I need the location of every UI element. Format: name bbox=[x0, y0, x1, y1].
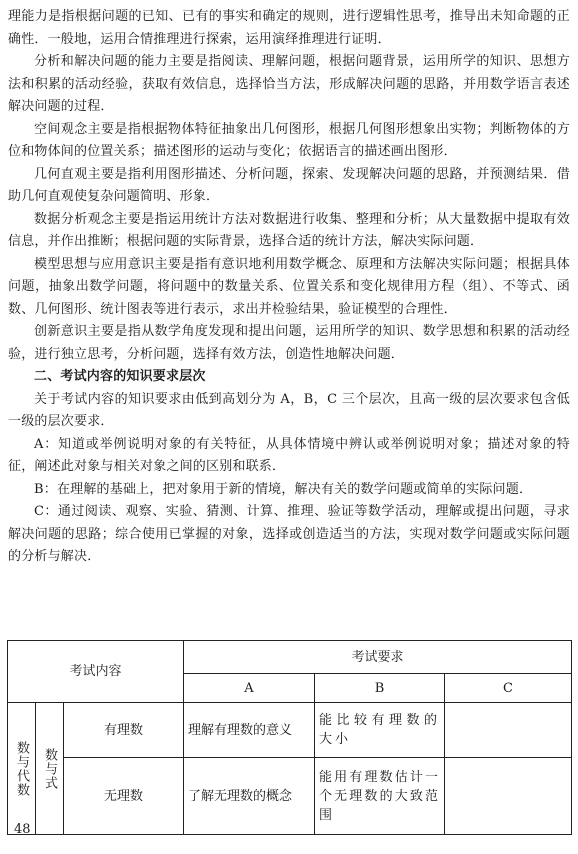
topic-cell: 无理数 bbox=[64, 758, 184, 835]
paragraph-innovation: 创新意识主要是指从数学角度发现和提出问题，运用所学的知识、数学思想和积累的活动经验，进行独立思考，分析问题，选择有效方法，创造性地解决问题． bbox=[8, 324, 570, 362]
paragraph-spatial-concept: 空间观念主要是指根据物体特征抽象出几何图形，根据几何图形想象出实物；判断物体的方位和物体间的位置关系；描述图形的运动与变化；依据语言的描述画出图形． bbox=[8, 121, 570, 159]
paragraph-data-analysis: 数据分析观念主要是指运用统计方法对数据进行收集、整理和分析；从大量数据中提取有效信息，并作出推断；根据问题的实际背景，选择合适的统计方法，解决实际问题． bbox=[8, 211, 570, 249]
paragraph-geometric-intuition: 几何直观主要是指利用图形描述、分析问题，探索、发现解决问题的思路，并预测结果．借助几何直观使复杂问题简明、形象． bbox=[8, 166, 570, 204]
table-header-row bbox=[8, 641, 572, 674]
section-heading: 二、考试内容的知识要求层次 bbox=[34, 369, 206, 384]
paragraph-level-b: B：在理解的基础上，把对象用于新的情境，解决有关的数学问题或简单的实际问题． bbox=[34, 481, 533, 497]
level-b-cell: 能比较有理数的大小 bbox=[315, 703, 445, 758]
paragraph-problem-solving: 分析和解决问题的能力主要是指阅读、理解问题，根据问题背景，运用所学的知识、思想方法和积累的活动经验，获取有效信息，选择恰当方法，形成解决问题的思路，并用数学语言表述解决问题的过程． bbox=[8, 54, 570, 114]
domain-cell bbox=[8, 703, 36, 835]
header-level-b: B bbox=[315, 674, 445, 703]
paragraph-reasoning: 理能力是指根据问题的已知、已有的事实和确定的规则，进行逻辑性思考，推导出未知命题的正确性．一般地，运用合情推理进行探索，运用演绎推理进行证明． bbox=[8, 9, 570, 47]
topic-cell: 有理数 bbox=[64, 703, 184, 758]
paragraph-level-c: C：通过阅读、观察、实验、猜测、计算、推理、验证等数学活动，理解或提出问题，寻求解决问题的思路；综合使用已掌握的对象，选择或创造适当的方法，实现对数学问题或实际问题的分析与解决． bbox=[8, 504, 570, 564]
header-level-c: C bbox=[445, 674, 572, 703]
header-exam-requirements: 考试要求 bbox=[184, 641, 572, 674]
level-c-cell bbox=[445, 758, 572, 835]
header-exam-content: 考试内容 bbox=[8, 641, 184, 703]
level-a-cell: 了解无理数的概念 bbox=[184, 758, 315, 835]
page-number: 48 bbox=[14, 822, 31, 837]
level-a-cell: 理解有理数的意义 bbox=[184, 703, 315, 758]
paragraph-levels-intro: 关于考试内容的知识要求由低到高划分为 A，B，C 三个层次，且高一级的层次要求包含低一级的层次要求． bbox=[8, 391, 570, 429]
requirements-table bbox=[7, 640, 572, 835]
header-level-a: A bbox=[184, 674, 315, 703]
subdomain-cell bbox=[36, 703, 64, 835]
subdomain-label: 数与式 bbox=[42, 747, 57, 790]
document-body bbox=[8, 6, 570, 569]
domain-label: 数与代数 bbox=[14, 740, 29, 797]
level-b-cell: 能用有理数估计一个无理数的大致范围 bbox=[315, 758, 445, 835]
paragraph-level-a: A：知道或举例说明对象的有关特征，从具体情境中辨认或举例说明对象；描述对象的特征，阐述此对象与相关对象之间的区别和联系． bbox=[8, 436, 570, 474]
level-c-cell bbox=[445, 703, 572, 758]
paragraph-modeling: 模型思想与应用意识主要是指有意识地利用数学概念、原理和方法解决实际问题；根据具体问题，抽象出数学问题，将问题中的数量关系、位置关系和变化规律用方程（组）、不等式、函数、几何图形、统计图表等进行表示，求出并检验结果，验证模型的合理性． bbox=[8, 256, 570, 317]
table-row bbox=[8, 703, 572, 758]
table-row bbox=[8, 758, 572, 835]
